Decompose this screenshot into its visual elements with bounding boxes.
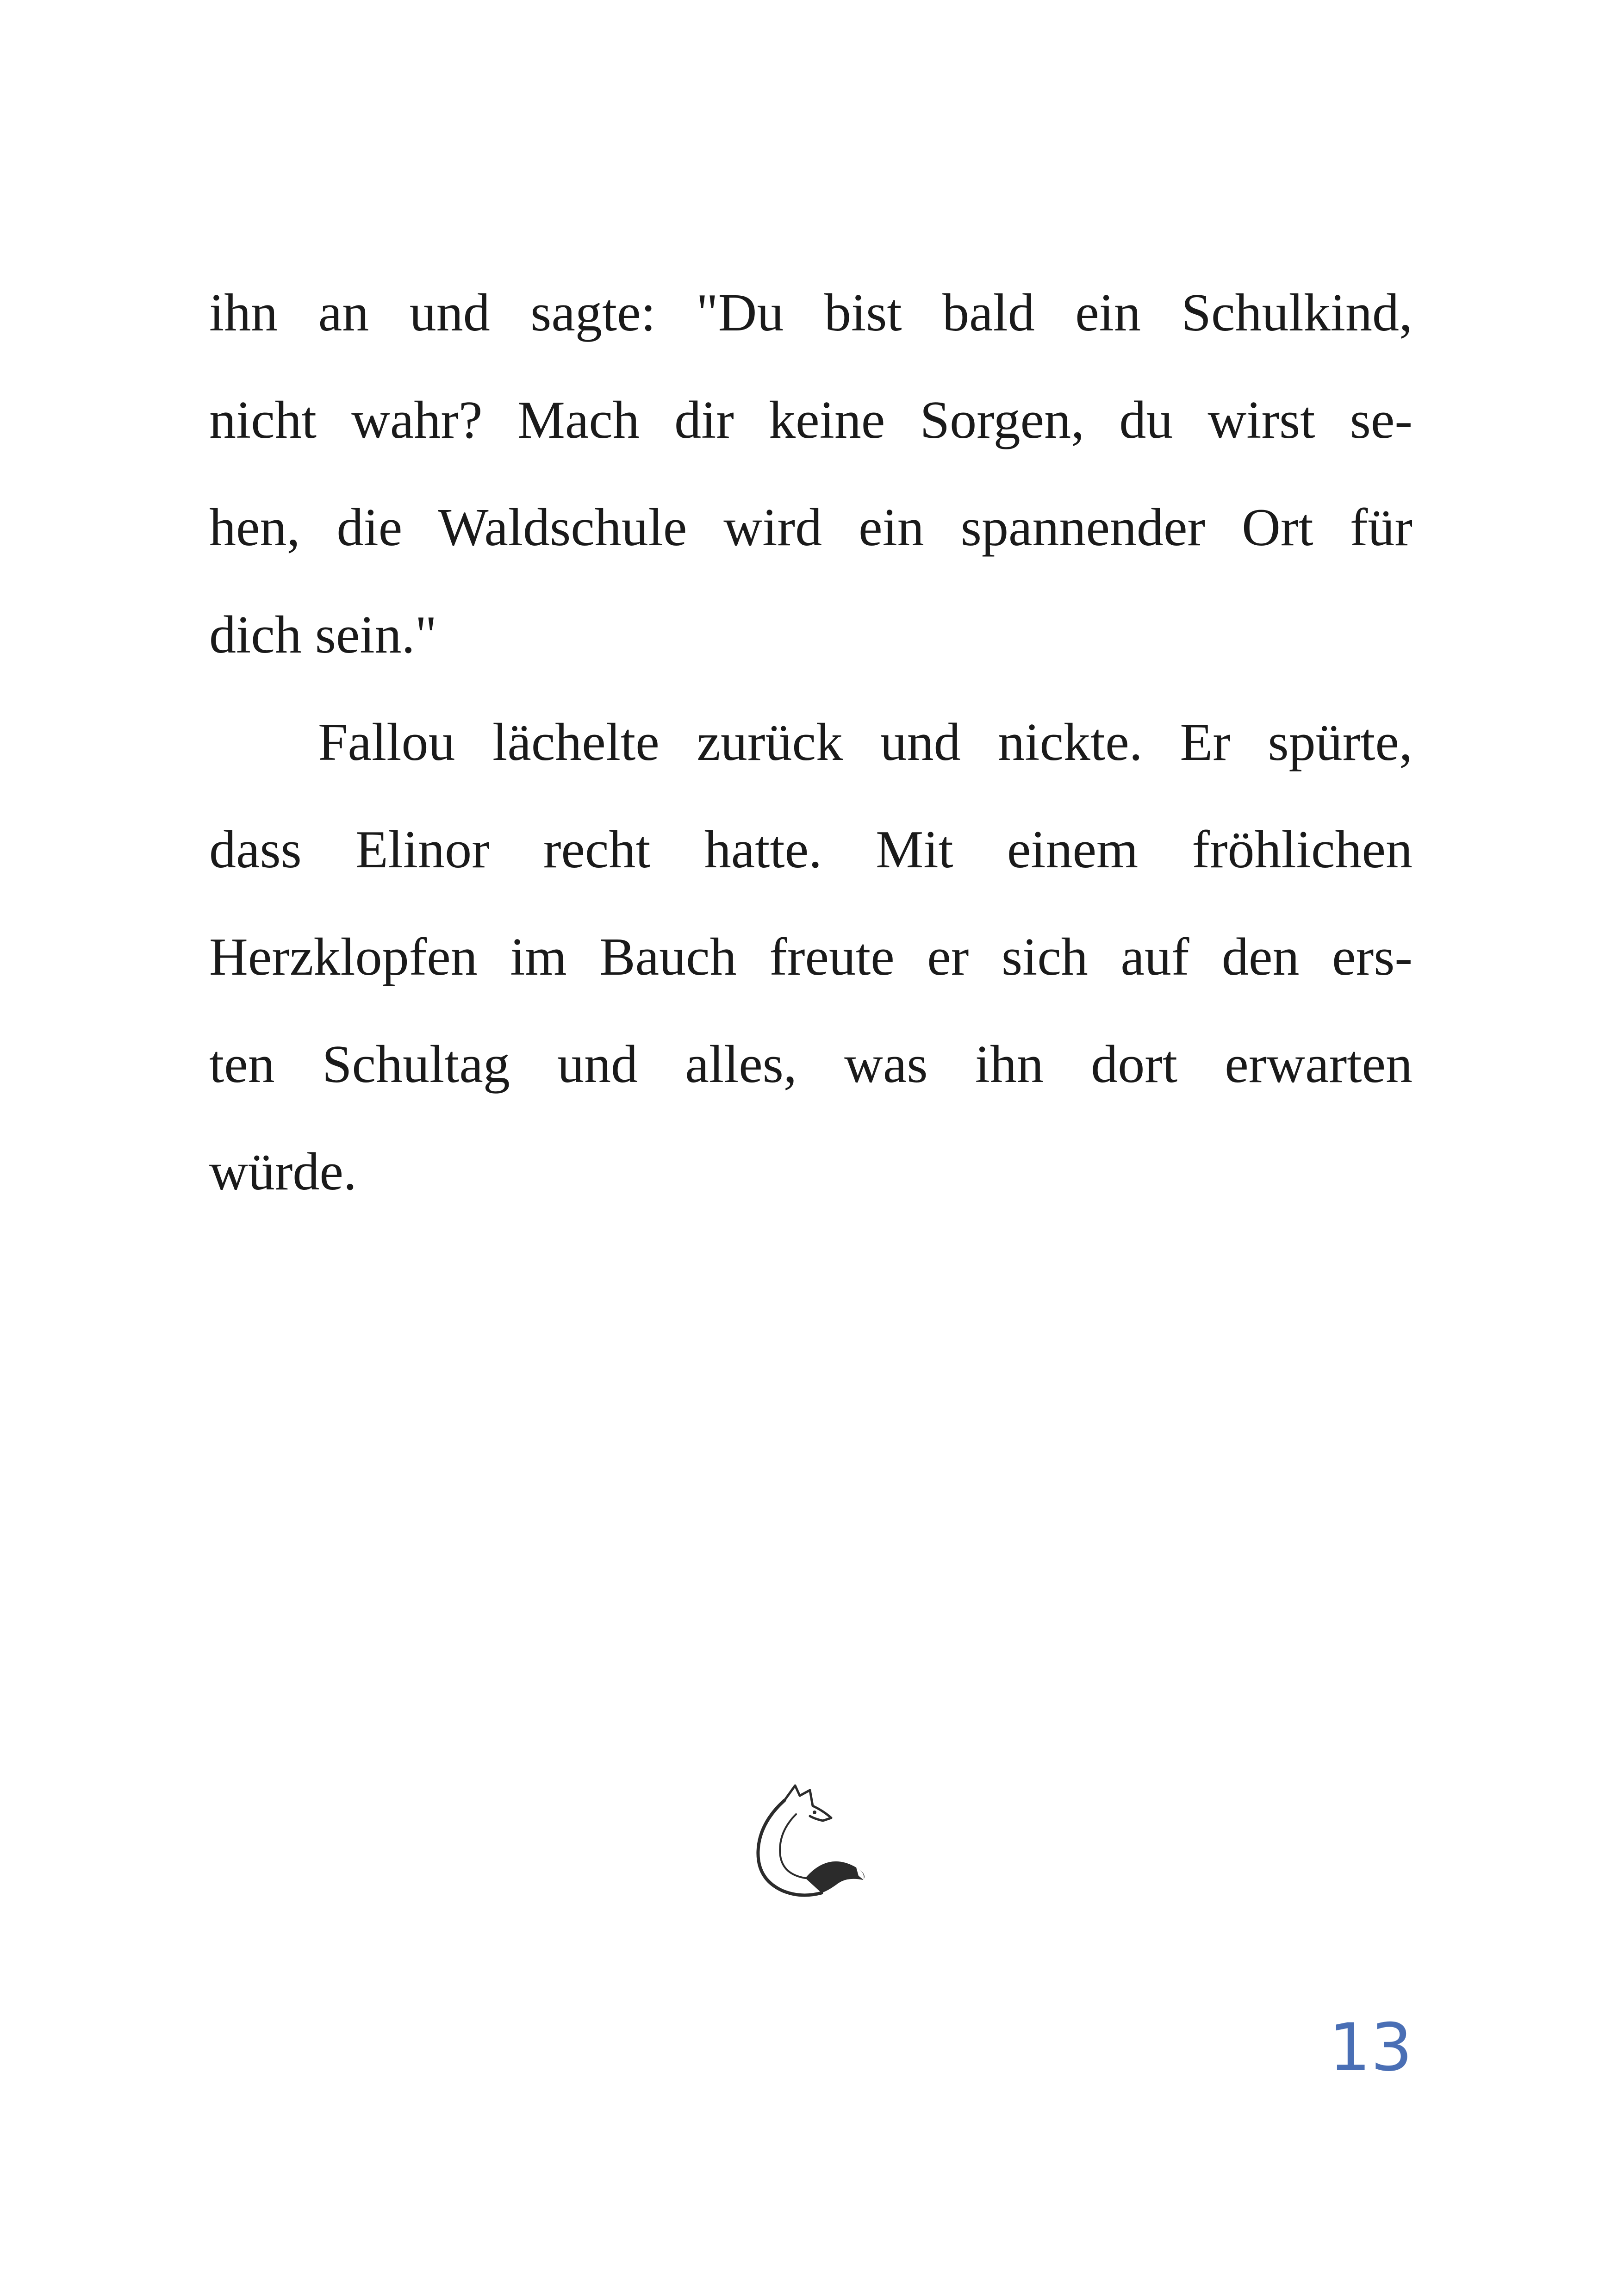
text-line: Herzklopfen im Bauch freute er sich auf den ers- xyxy=(209,927,1413,987)
text-line: dich sein." xyxy=(209,605,437,665)
page-number: 13 xyxy=(1329,2010,1413,2086)
text-line: nicht wahr? Mach dir keine Sorgen, du wirst se- xyxy=(209,391,1413,450)
body-text xyxy=(209,259,1413,1226)
text-line: dass Elinor recht hatte. Mit einem fröhlichen xyxy=(209,820,1413,879)
text-line: Fallou lächelte zurück und nickte. Er spürte, xyxy=(318,713,1413,772)
fox-logo-icon xyxy=(741,1782,875,1907)
text-line: würde. xyxy=(209,1142,357,1201)
text-line: ten Schultag und alles, was ihn dort erwarten xyxy=(209,1035,1413,1094)
text-line: ihn an und sagte: "Du bist bald ein Schulkind, xyxy=(209,283,1413,342)
text-line: hen, die Waldschule wird ein spannender Ort für xyxy=(209,498,1413,557)
